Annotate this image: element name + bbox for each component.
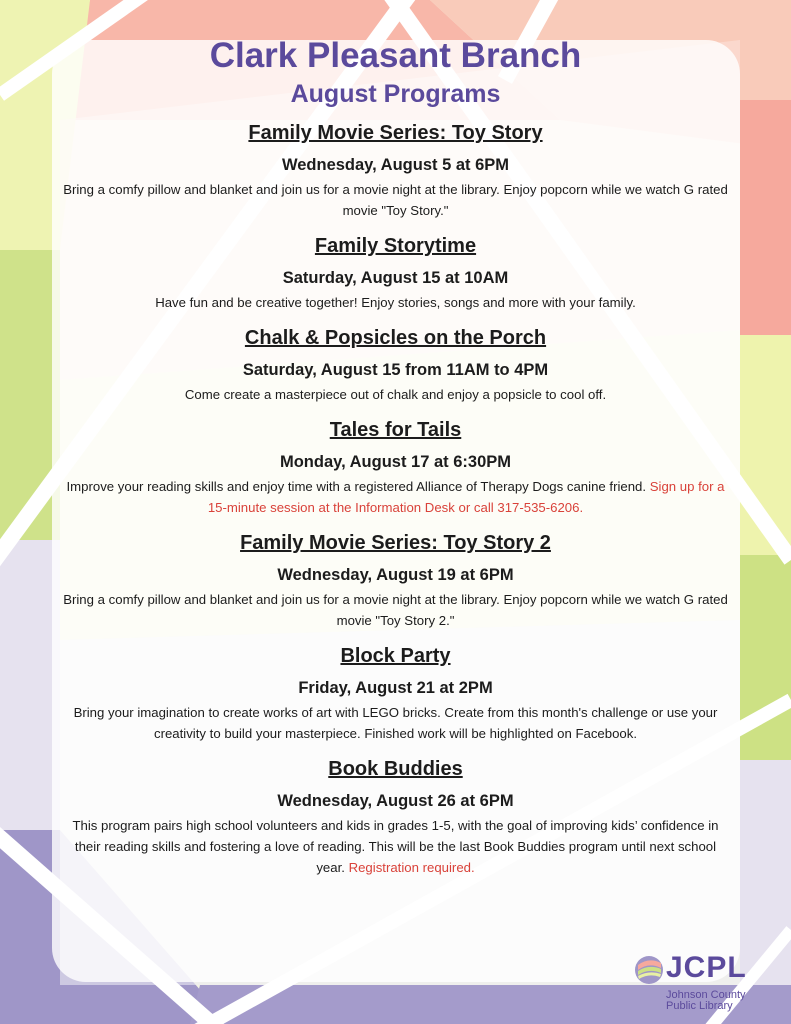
event-title: Book Buddies	[328, 758, 463, 780]
jcpl-logo	[634, 953, 764, 1013]
event-description	[60, 589, 731, 631]
event-block	[60, 417, 731, 518]
logo-line-1: Johnson County	[666, 989, 746, 1001]
event-date-time: Wednesday, August 5 at 6PM	[281, 156, 510, 174]
event-description	[60, 476, 731, 518]
event-description-text: Have fun and be creative together! Enjoy stories, songs and more with your family.	[155, 295, 636, 310]
event-description-text: This program pairs high school volunteers and kids in grades 1-5, with the goal of improving kids’ confidence in their reading skills and fostering a love of reading. This will be the last Book Buddies program until next school year.	[72, 818, 719, 875]
event-description	[60, 815, 731, 878]
event-date-time: Saturday, August 15 at 10AM	[282, 269, 509, 287]
event-block	[60, 643, 731, 744]
event-block	[60, 530, 731, 631]
event-block	[60, 233, 731, 313]
jcpl-logo-icon	[634, 955, 664, 985]
event-registration-note: Sign up for a 15-minute session at the Information Desk or call 317-535-6206.	[207, 479, 725, 515]
event-date-time: Friday, August 21 at 2PM	[298, 679, 493, 697]
event-title: Family Movie Series: Toy Story	[248, 122, 543, 144]
event-title: Family Storytime	[314, 235, 477, 257]
event-date-time: Monday, August 17 at 6:30PM	[279, 453, 512, 471]
event-description	[60, 179, 731, 221]
event-list	[60, 120, 731, 878]
event-block	[60, 325, 731, 405]
logo-wordmark: JCPL	[666, 951, 747, 984]
event-date-time: Wednesday, August 26 at 6PM	[277, 792, 514, 810]
event-block	[60, 756, 731, 878]
event-title: Family Movie Series: Toy Story 2	[240, 532, 551, 554]
flyer-content	[60, 34, 731, 890]
event-title: Tales for Tails	[329, 419, 462, 441]
event-registration-note: Registration required.	[348, 860, 475, 875]
event-date-time: Saturday, August 15 from 11AM to 4PM	[242, 361, 549, 379]
event-description-text: Improve your reading skills and enjoy time with a registered Alliance of Therapy Dogs canine friend.	[66, 479, 647, 494]
event-block	[60, 120, 731, 221]
branch-title: Clark Pleasant Branch	[209, 36, 582, 75]
event-description-text: Bring your imagination to create works of art with LEGO bricks. Create from this month's challenge or use your creativity to build your masterpiece. Finished work will be highlighted on Facebook.	[73, 705, 718, 741]
logo-line-2: Public Library	[666, 1000, 733, 1012]
event-title: Chalk & Popsicles on the Porch	[244, 327, 547, 349]
month-subtitle: August Programs	[290, 80, 501, 108]
event-date-time: Wednesday, August 19 at 6PM	[277, 566, 514, 584]
event-title: Block Party	[340, 645, 451, 667]
event-description	[60, 702, 731, 744]
event-description	[60, 384, 731, 405]
event-description-text: Bring a comfy pillow and blanket and join us for a movie night at the library. Enjoy popcorn while we watch G rated movie "Toy Story."	[63, 182, 728, 218]
event-description-text: Bring a comfy pillow and blanket and join us for a movie night at the library. Enjoy popcorn while we watch G rated movie "Toy Story 2."	[63, 592, 728, 628]
event-description-text: Come create a masterpiece out of chalk and enjoy a popsicle to cool off.	[184, 387, 607, 402]
event-description	[60, 292, 731, 313]
